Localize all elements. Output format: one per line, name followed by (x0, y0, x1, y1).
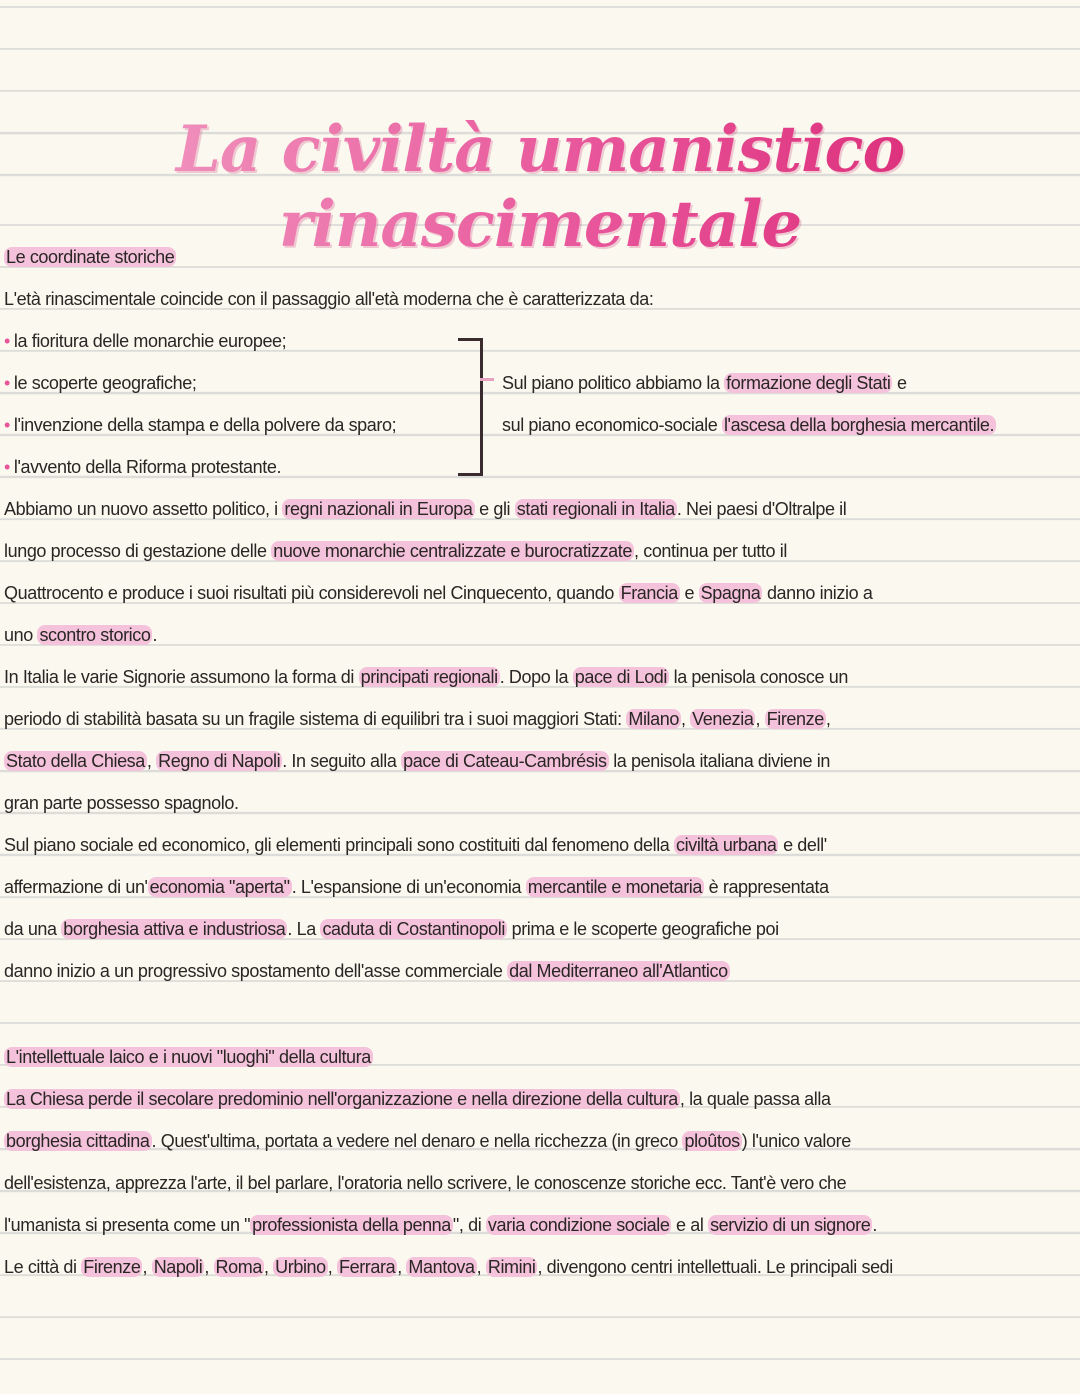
text-segment: , continua per tutto il (634, 541, 787, 561)
text-line (502, 404, 996, 446)
highlighted-text: Urbino (275, 1257, 326, 1277)
text-line (4, 656, 1080, 698)
highlighted-text: Milano (628, 709, 679, 729)
highlighted-text: caduta di Costantinopoli (322, 919, 505, 939)
text-segment: L'età rinascimentale coincide con il passaggio all'età moderna che è caratterizzata da: (4, 289, 654, 309)
highlighted-text: Firenze (766, 709, 824, 729)
section-paragraph (4, 488, 1080, 992)
text-segment: uno (4, 625, 38, 645)
highlighted-text: Roma (215, 1257, 262, 1277)
highlighted-text: ploûtos (684, 1131, 740, 1151)
section-intellettuale-laico (4, 1036, 1080, 1288)
highlighted-text: Stato della Chiesa (6, 751, 145, 771)
highlighted-text: Rimini (487, 1257, 536, 1277)
text-line (4, 1204, 1080, 1246)
text-segment: da una (4, 919, 62, 939)
page-title: La civiltà umanistico rinascimentale (0, 112, 1080, 262)
highlighted-text: dal Mediterraneo all'Atlantico (509, 961, 728, 981)
text-segment: lungo processo di gestazione delle (4, 541, 272, 561)
text-segment: , (476, 1257, 486, 1277)
text-line (4, 782, 1080, 824)
text-line (4, 1162, 1080, 1204)
text-segment: la fioritura delle monarchie europee; (13, 331, 287, 351)
text-segment: gran parte possesso spagnolo. (4, 793, 239, 813)
highlighted-text: varia condizione sociale (487, 1215, 670, 1235)
text-segment: ) l'unico valore (741, 1131, 851, 1151)
text-segment: . L'espansione di un'economia (291, 877, 526, 897)
text-segment: dell'esistenza, apprezza l'arte, il bel parlare, l'oratoria nello scrivere, le conoscenze storiche ecc. Tant'è vero che (4, 1173, 847, 1193)
text-segment: , (142, 1257, 152, 1277)
text-segment: Le città di (4, 1257, 82, 1277)
section-coordinate-storiche (4, 236, 1080, 992)
text-line (4, 740, 1080, 782)
text-segment: , (397, 1257, 407, 1277)
text-segment: In Italia le varie Signorie assumono la forma di (4, 667, 359, 687)
text-segment: e (892, 373, 907, 393)
highlighted-text: Regno di Napoli (158, 751, 281, 771)
highlighted-text: scontro storico (39, 625, 151, 645)
bullet-item (4, 320, 454, 362)
bracket-summary (482, 320, 996, 488)
text-line (4, 950, 1080, 992)
text-segment: le scoperte geografiche; (13, 373, 197, 393)
text-line (4, 614, 1080, 656)
highlighted-text: Firenze (83, 1257, 141, 1277)
text-segment: e gli (474, 499, 515, 519)
text-segment: prima e le scoperte geografiche poi (506, 919, 779, 939)
text-segment: . Quest'ultima, portata a vedere nel denaro e nella ricchezza (in greco (151, 1131, 683, 1151)
section-heading (4, 236, 1080, 278)
highlighted-text: L'intellettuale laico e i nuovi "luoghi" della cultura (6, 1047, 371, 1067)
bullet-icon: • (4, 457, 10, 477)
text-segment: . Nei paesi d'Oltralpe il (676, 499, 847, 519)
text-segment: l'umanista si presenta come un " (4, 1215, 251, 1235)
text-segment: e al (671, 1215, 709, 1235)
text-segment: . (152, 625, 158, 645)
text-segment: è rappresentata (704, 877, 829, 897)
highlighted-text: l'ascesa della borghesia mercantile. (723, 415, 995, 435)
bullet-item (4, 446, 454, 488)
text-segment: e (679, 583, 699, 603)
text-segment: , (327, 1257, 337, 1277)
text-segment: , (204, 1257, 214, 1277)
text-line (4, 908, 1080, 950)
highlighted-text: La Chiesa perde il secolare predominio nell'organizzazione e nella direzione della cultura (6, 1089, 678, 1109)
text-segment: ", di (452, 1215, 486, 1235)
highlighted-text: Spagna (700, 583, 761, 603)
highlighted-text: civiltà urbana (676, 835, 777, 855)
text-segment: , (680, 709, 691, 729)
highlighted-text: Venezia (692, 709, 754, 729)
text-segment: l'avvento della Riforma protestante. (13, 457, 282, 477)
text-segment: . Dopo la (499, 667, 573, 687)
bullet-list (4, 320, 454, 488)
highlighted-text: Le coordinate storiche (6, 247, 175, 267)
bullet-icon: • (4, 373, 10, 393)
bracket-connector (454, 320, 482, 488)
text-line (4, 1078, 1080, 1120)
text-segment: affermazione di un' (4, 877, 148, 897)
text-segment: , (825, 709, 831, 729)
text-line (4, 1246, 1080, 1288)
text-segment: , (755, 709, 765, 729)
text-segment: , (263, 1257, 274, 1277)
text-segment: Abbiamo un nuovo assetto politico, i (4, 499, 283, 519)
highlighted-text: mercantile e monetaria (527, 877, 703, 897)
text-segment: Quattrocento e produce i suoi risultati più considerevoli nel Cinquecento, quando (4, 583, 619, 603)
highlighted-text: servizio di un signore (710, 1215, 871, 1235)
text-segment: periodo di stabilità basata su un fragile sistema di equilibri tra i suoi maggiori Stati: (4, 709, 627, 729)
bullet-item (4, 404, 454, 446)
highlighted-text: professionista della penna (252, 1215, 451, 1235)
highlighted-text: principati regionali (360, 667, 498, 687)
text-segment: danno inizio a (762, 583, 873, 603)
text-line (4, 530, 1080, 572)
text-segment: la penisola italiana diviene in (608, 751, 830, 771)
text-segment: , la quale passa alla (679, 1089, 831, 1109)
text-segment: sul piano economico-sociale (502, 415, 722, 435)
text-line (502, 362, 996, 404)
text-line (4, 488, 1080, 530)
text-line (4, 572, 1080, 614)
text-line (4, 866, 1080, 908)
intro-line (4, 278, 1080, 320)
highlighted-text: Mantova (408, 1257, 475, 1277)
highlighted-text: Ferrara (338, 1257, 396, 1277)
highlighted-text: borghesia attiva e industriosa (63, 919, 286, 939)
text-line (4, 1120, 1080, 1162)
highlighted-text: stati regionali in Italia (516, 499, 675, 519)
text-segment: . In seguito alla (282, 751, 402, 771)
highlighted-text: Francia (620, 583, 678, 603)
bullet-group (4, 320, 1080, 488)
text-segment: Sul piano sociale ed economico, gli elementi principali sono costituiti dal fenomeno della (4, 835, 675, 855)
section-paragraph (4, 1078, 1080, 1288)
text-segment: e dell' (778, 835, 827, 855)
text-segment: . (872, 1215, 877, 1235)
highlighted-text: regni nazionali in Europa (284, 499, 473, 519)
text-line (4, 824, 1080, 866)
highlighted-text: formazione degli Stati (726, 373, 891, 393)
highlighted-text: borghesia cittadina (6, 1131, 150, 1151)
highlighted-text: economia "aperta" (149, 877, 290, 897)
text-segment: danno inizio a un progressivo spostamento dell'asse commerciale (4, 961, 508, 981)
text-segment: . La (287, 919, 321, 939)
section-heading (4, 1036, 1080, 1078)
text-segment: la penisola conosce un (669, 667, 848, 687)
text-line (4, 698, 1080, 740)
text-segment: , divengono centri intellettuali. Le principali sedi (537, 1257, 893, 1277)
text-segment: l'invenzione della stampa e della polvere da sparo; (13, 415, 397, 435)
highlighted-text: Napoli (153, 1257, 203, 1277)
highlighted-text: nuove monarchie centralizzate e burocratizzate (273, 541, 633, 561)
highlighted-text: pace di Cateau-Cambrésis (403, 751, 607, 771)
bullet-item (4, 362, 454, 404)
bullet-icon: • (4, 331, 10, 351)
text-segment: , (146, 751, 157, 771)
highlighted-text: pace di Lodi (574, 667, 668, 687)
bullet-icon: • (4, 415, 10, 435)
text-segment: Sul piano politico abbiamo la (502, 373, 725, 393)
